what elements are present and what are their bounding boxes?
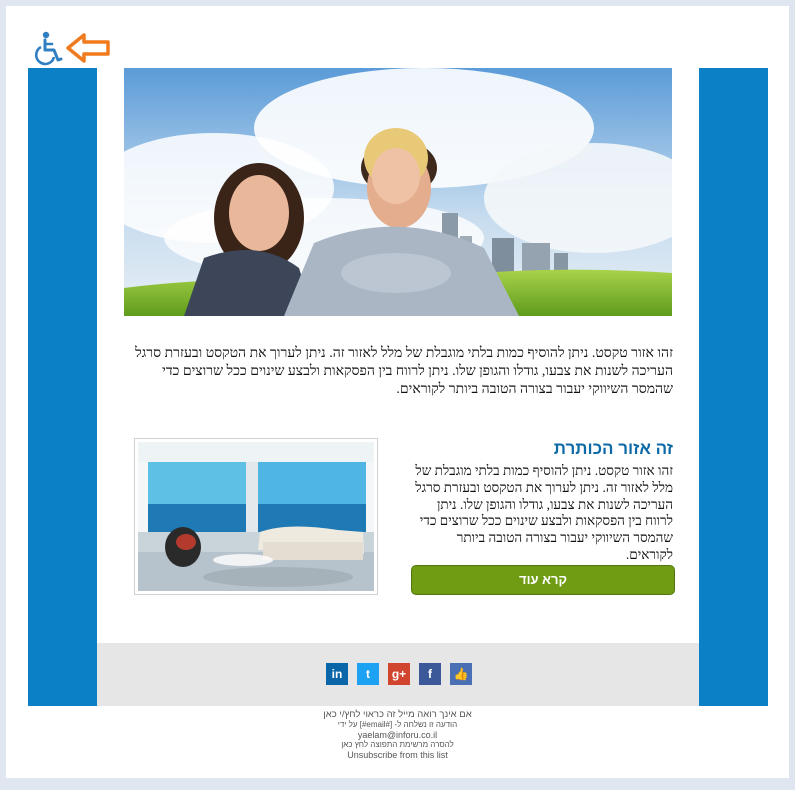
google-plus-icon[interactable]: g+: [388, 663, 410, 685]
feature-text-block: [409, 438, 673, 564]
email-footer: [6, 710, 789, 760]
feature-title: זה אזור הכותרת: [553, 439, 673, 458]
email-frame: [28, 68, 768, 706]
unsubscribe-link[interactable]: Unsubscribe from this list: [347, 750, 448, 760]
hero-image: [124, 68, 672, 316]
read-more-button[interactable]: קרא עוד: [411, 565, 675, 595]
facebook-icon[interactable]: f: [419, 663, 441, 685]
intro-paragraph: זהו אזור טקסט. ניתן להוסיף כמות בלתי מוגבלת של מלל לאזור זה. ניתן לערוך את הטקסט ובעזרת סרגל העריכה לשנות את צבעו, גודלו והגופן שלו. ניתן לרווח בין הפסקאות ולבצע שינוים ככל שרוצים כדי שהמסר השיווקי יעבור בצורה הטובה ביותר לקוראים.: [135, 346, 673, 397]
view-in-browser-link[interactable]: אם אינך רואה מייל זה כראוי לחץ/י כאן: [323, 709, 472, 720]
wheelchair-icon[interactable]: [30, 30, 64, 66]
unsubscribe-link-hebrew[interactable]: להסרה מרשימת התפוצה לחץ כאן: [341, 740, 454, 749]
feature-body: זהו אזור טקסט. ניתן להוסיף כמות בלתי מוגבלת של מלל לאזור זה. ניתן לערוך את הטקסט ובעזרת סרגל העריכה לשנות את צבעו, גודלו והגופן שלו. ניתן לרווח בין הפסקאות ולבצע שינוים ככל שרוצים כדי שהמסר השיווקי יעבור בצורה הטובה ביותר לקוראים.: [415, 463, 673, 562]
email-page: [6, 6, 789, 778]
twitter-icon[interactable]: t: [357, 663, 379, 685]
sent-to-notice: הודעה זו נשלחה ל- [#email#] על ידי: [337, 720, 458, 729]
linkedin-icon[interactable]: in: [326, 663, 348, 685]
social-bar: [97, 643, 699, 706]
social-icons: [326, 663, 472, 685]
email-content: [97, 68, 699, 706]
like-icon[interactable]: 👍: [450, 663, 472, 685]
living-room-image: [134, 438, 378, 595]
sender-email[interactable]: yaelam@inforu.co.il: [357, 730, 438, 740]
arrow-left-icon: [64, 31, 112, 65]
